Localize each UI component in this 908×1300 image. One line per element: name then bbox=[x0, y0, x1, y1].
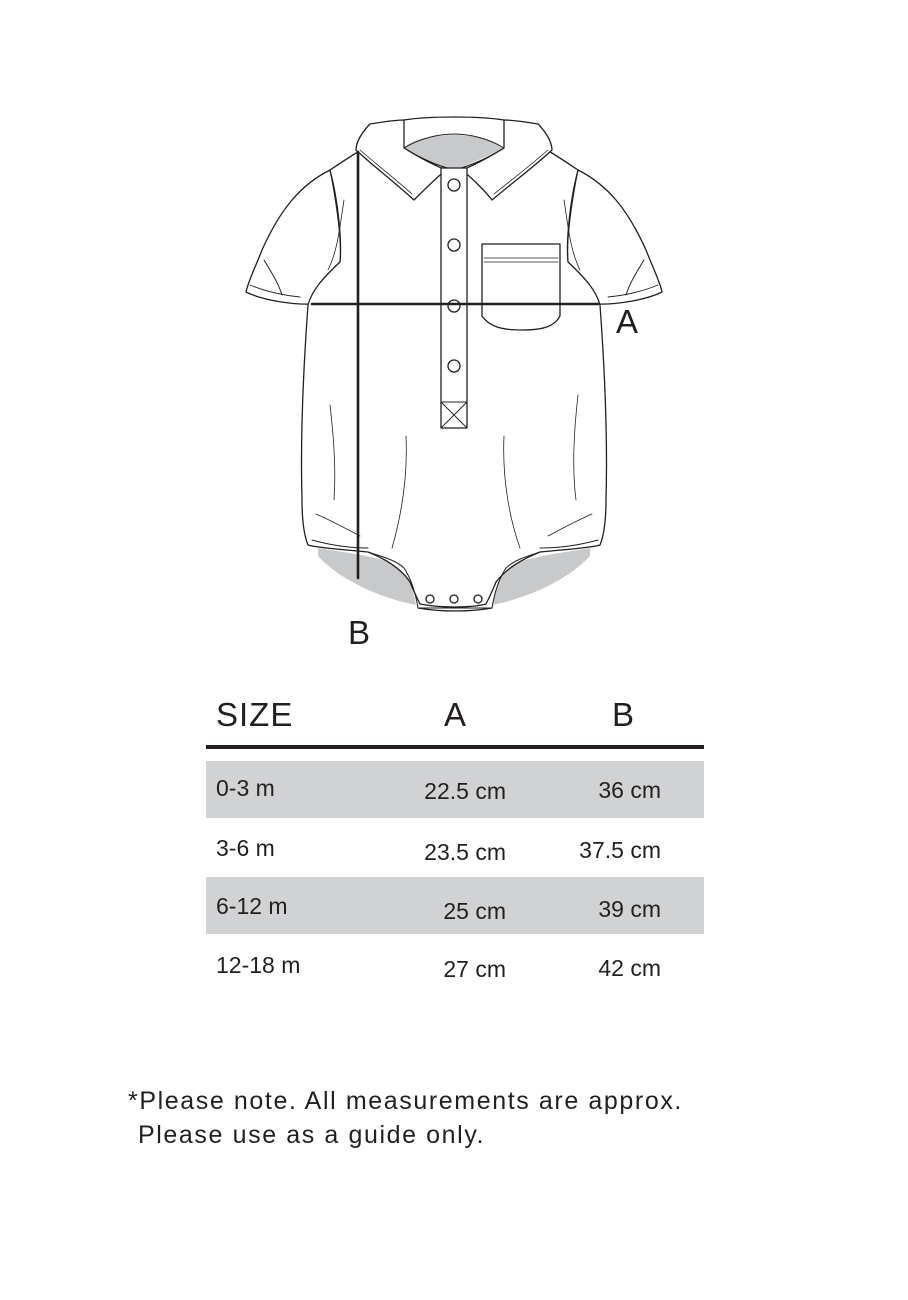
cell-a: 23.5 cm bbox=[424, 839, 506, 865]
cell-b: 42 cm bbox=[598, 955, 661, 981]
table-header bbox=[206, 695, 704, 749]
pocket bbox=[482, 244, 560, 330]
table-row bbox=[206, 935, 704, 992]
size-table bbox=[206, 695, 704, 993]
measure-label-a: A bbox=[616, 303, 639, 340]
cell-b: 36 cm bbox=[598, 777, 661, 803]
table-row bbox=[206, 761, 704, 818]
cell-size: 3-6 m bbox=[216, 835, 275, 861]
header-a: A bbox=[444, 696, 468, 733]
header-size: SIZE bbox=[216, 696, 294, 733]
note-line-1: *Please note. All measurements are approx. bbox=[128, 1087, 683, 1115]
table-row bbox=[206, 877, 704, 934]
note-line-2: Please use as a guide only. bbox=[138, 1121, 486, 1149]
cell-b: 39 cm bbox=[598, 896, 661, 922]
placket bbox=[441, 168, 467, 428]
cell-a: 22.5 cm bbox=[424, 778, 506, 804]
cell-size: 0-3 m bbox=[216, 775, 275, 801]
header-b: B bbox=[612, 696, 636, 733]
table-body bbox=[206, 761, 704, 992]
cell-b: 37.5 cm bbox=[579, 837, 661, 863]
cell-a: 25 cm bbox=[443, 898, 506, 924]
cell-size: 6-12 m bbox=[216, 893, 288, 919]
table-row bbox=[206, 819, 704, 876]
measure-label-b: B bbox=[348, 614, 371, 651]
measurement-note bbox=[128, 1084, 683, 1152]
cell-size: 12-18 m bbox=[216, 952, 301, 978]
cell-a: 27 cm bbox=[443, 956, 506, 982]
